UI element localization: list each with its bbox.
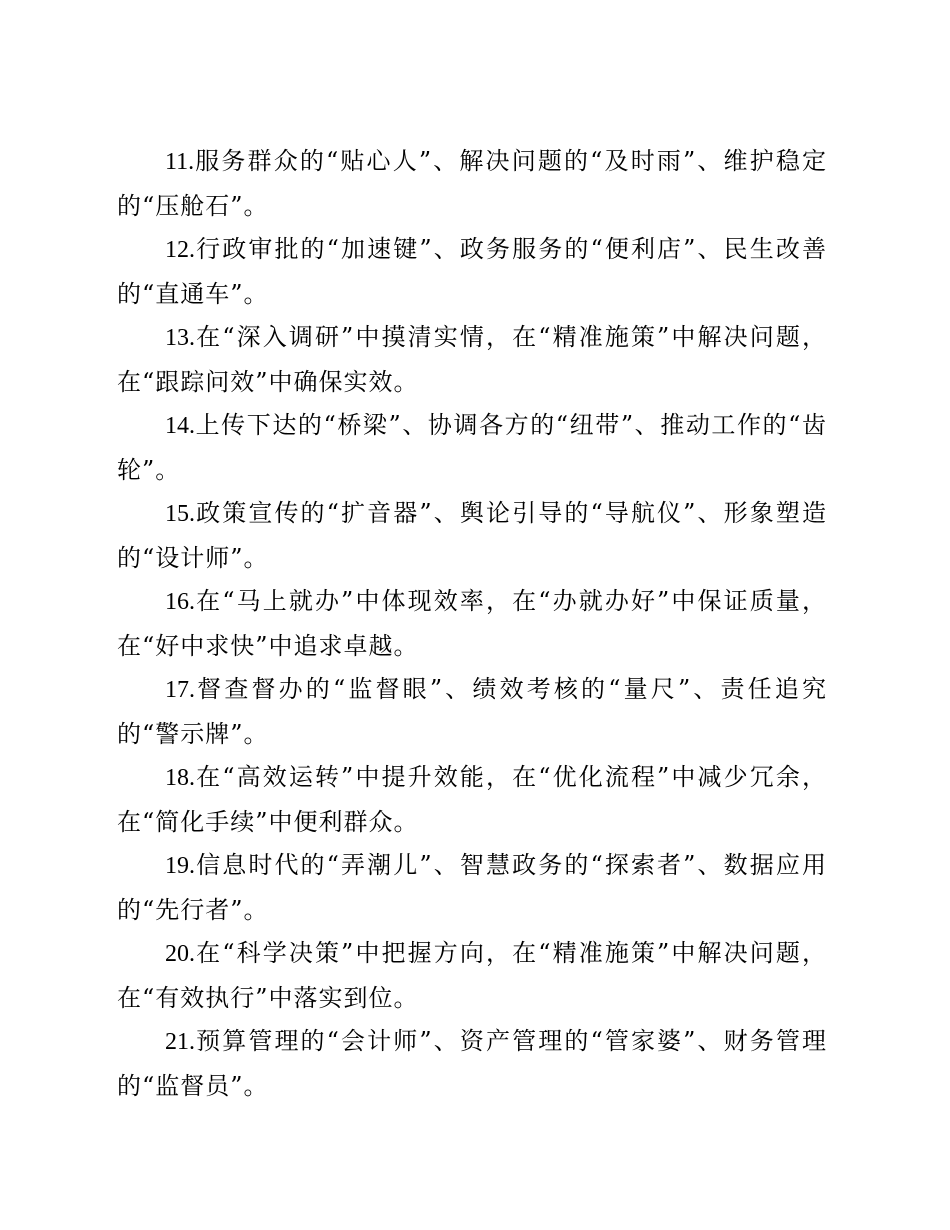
item-number: 15.: [165, 501, 195, 527]
item-text: 行政审批的“加速键”、政务服务的“便利店”、民生改善的“直通车”。: [117, 235, 827, 308]
item-text: 督查督办的“监督眼”、绩效考核的“量尺”、责任追究的“警示牌”。: [117, 675, 827, 748]
item-number: 20.: [165, 941, 195, 967]
list-item: [117, 404, 827, 492]
list-item: [117, 580, 827, 668]
item-text: 上传下达的“桥梁”、协调各方的“纽带”、推动工作的“齿轮”。: [117, 411, 827, 484]
list-item: [117, 844, 827, 932]
list-item: [117, 1020, 827, 1108]
item-text: 政策宣传的“扩音器”、舆论引导的“导航仪”、形象塑造的“设计师”。: [117, 499, 827, 572]
list-item: [117, 668, 827, 756]
item-text: 预算管理的“会计师”、资产管理的“管家婆”、财务管理的“监督员”。: [117, 1027, 827, 1100]
item-text: 在“深入调研”中摸清实情，在“精准施策”中解决问题，在“跟踪问效”中确保实效。: [117, 323, 827, 396]
list-item: [117, 932, 827, 1020]
item-number: 21.: [165, 1029, 195, 1055]
list-item: [117, 492, 827, 580]
item-number: 13.: [165, 325, 195, 351]
item-number: 18.: [165, 765, 195, 791]
list-item: [117, 140, 827, 228]
item-text: 服务群众的“贴心人”、解决问题的“及时雨”、维护稳定的“压舱石”。: [117, 147, 827, 220]
list-item: [117, 316, 827, 404]
list-item: [117, 228, 827, 316]
item-text: 在“高效运转”中提升效能，在“优化流程”中减少冗余，在“简化手续”中便利群众。: [117, 763, 827, 836]
item-number: 11.: [165, 149, 195, 175]
item-number: 17.: [165, 677, 195, 703]
item-text: 在“科学决策”中把握方向，在“精准施策”中解决问题，在“有效执行”中落实到位。: [117, 939, 827, 1012]
item-text: 信息时代的“弄潮儿”、智慧政务的“探索者”、数据应用的“先行者”。: [117, 851, 827, 924]
item-number: 12.: [165, 237, 195, 263]
item-text: 在“马上就办”中体现效率，在“办就办好”中保证质量，在“好中求快”中追求卓越。: [117, 587, 827, 660]
item-number: 14.: [165, 413, 195, 439]
item-number: 19.: [165, 853, 195, 879]
list-item: [117, 756, 827, 844]
document-body: [117, 140, 827, 1108]
item-number: 16.: [165, 589, 195, 615]
